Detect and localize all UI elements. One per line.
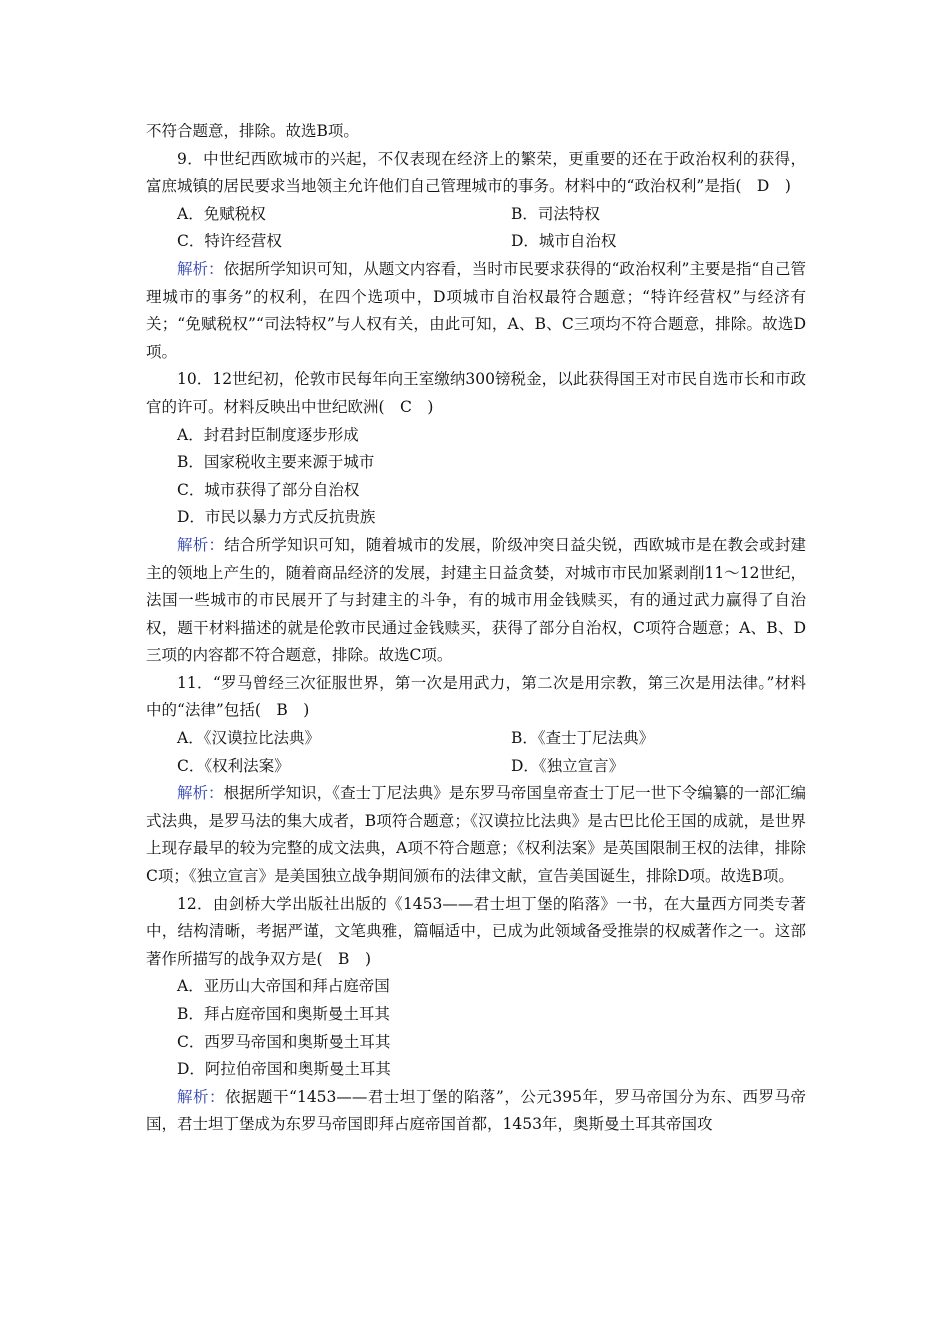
analysis-text: 依据所学知识可知，从题文内容看，当时市民要求获得的“政治权利”主要是指“自己管理城市的事务”的权利，在四个选项中，D项城市自治权最符合题意；“特许经营权”与经济有关；“免赋税权”“司法特权”与人权有关，由此可知，A、B、C三项均不符合题意，排除。故选D项。: [146, 259, 806, 361]
option-row: [146, 725, 806, 753]
question-stem: 11．“罗马曾经三次征服世界，第一次是用武力，第二次是用宗教，第三次是用法律。”材料中的“法律”包括( B ): [146, 673, 806, 720]
option-a: A．《汉谟拉比法典》: [177, 729, 320, 748]
option-c: C．《权利法案》: [177, 756, 290, 775]
question-11: [146, 670, 806, 891]
analysis-text: 结合所学知识可知，随着城市的发展，阶级冲突日益尖锐，西欧城市是在教会或封建主的领地上产生的，随着商品经济的发展，封建主日益贪婪，对城市市民加紧剥削11～12世纪，法国一些城市的市民展开了与封建主的斗争，有的城市用金钱赎买，有的通过武力赢得了自治权，题干材料描述的就是伦敦市民通过金钱赎买，获得了部分自治权，C项符合题意；A、B、D三项的内容都不符合题意，排除。故选C项。: [146, 535, 806, 665]
option-row: [146, 228, 806, 256]
option-d: D．市民以暴力方式反抗贵族: [177, 508, 376, 527]
option-a: A．免赋税权: [177, 204, 266, 223]
option-b: B．国家税收主要来源于城市: [177, 453, 375, 472]
analysis-label: 解析：: [177, 1087, 226, 1106]
continued-analysis-line: 不符合题意，排除。故选B项。: [146, 122, 359, 140]
analysis-text: 依据题干“1453——君士坦丁堡的陷落”，公元395年，罗马帝国分为东、西罗马帝国，君士坦丁堡成为东罗马帝国即拜占庭帝国首都，1453年，奥斯曼土耳其帝国攻: [146, 1087, 806, 1134]
option-d: D．《独立宣言》: [511, 756, 625, 775]
option-row: [146, 201, 806, 229]
question-10: [146, 366, 806, 670]
option-c: C．城市获得了部分自治权: [177, 480, 360, 499]
option-d: D．城市自治权: [511, 232, 617, 251]
question-stem: 12．由剑桥大学出版社出版的《1453——君士坦丁堡的陷落》一书，在大量西方同类专著中，结构清晰，考据严谨，文笔典雅，篇幅适中，已成为此领域备受推崇的权威著作之一。这部著作所描写的战争双方是( B ): [146, 894, 806, 968]
analysis-label: 解析：: [177, 259, 224, 278]
question-stem: 9．中世纪西欧城市的兴起，不仅表现在经济上的繁荣，更重要的还在于政治权利的获得，富庶城镇的居民要求当地领主允许他们自己管理城市的事务。材料中的“政治权利”是指( D ): [146, 149, 806, 196]
option-a: A．亚历山大帝国和拜占庭帝国: [177, 977, 390, 996]
analysis: [146, 256, 806, 366]
analysis-label: 解析：: [177, 784, 224, 803]
analysis-label: 解析：: [177, 535, 225, 554]
analysis: [146, 1084, 806, 1139]
analysis: [146, 780, 806, 890]
option-b: B．拜占庭帝国和奥斯曼土耳其: [177, 1005, 390, 1023]
option-c: C．西罗马帝国和奥斯曼土耳其: [177, 1032, 391, 1051]
option-c: C．特许经营权: [177, 232, 282, 251]
question-9: [146, 146, 806, 367]
question-12: [146, 891, 806, 1139]
option-b: B．《查士丁尼法典》: [511, 729, 655, 748]
option-a: A．封君封臣制度逐步形成: [177, 425, 359, 444]
document-page: [146, 118, 806, 1139]
question-stem: 10．12世纪初，伦敦市民每年向王室缴纳300镑税金，以此获得国王对市民自选市长和市政官的许可。材料反映出中世纪欧洲( C ): [146, 370, 806, 416]
option-row: [146, 753, 806, 781]
option-d: D．阿拉伯帝国和奥斯曼土耳其: [177, 1060, 391, 1079]
analysis-text: 根据所学知识，《查士丁尼法典》是东罗马帝国皇帝查士丁尼一世下令编纂的一部汇编式法典，是罗马法的集大成者，B项符合题意；《汉谟拉比法典》是古巴比伦王国的成就，是世界上现存最早的较为完整的成文法典，A项不符合题意；《权利法案》是英国限制王权的法律，排除C项；《独立宣言》是美国独立战争期间颁布的法律文献，宣告美国诞生，排除D项。故选B项。: [146, 784, 806, 886]
analysis: [146, 532, 806, 670]
option-b: B．司法特权: [511, 204, 600, 223]
